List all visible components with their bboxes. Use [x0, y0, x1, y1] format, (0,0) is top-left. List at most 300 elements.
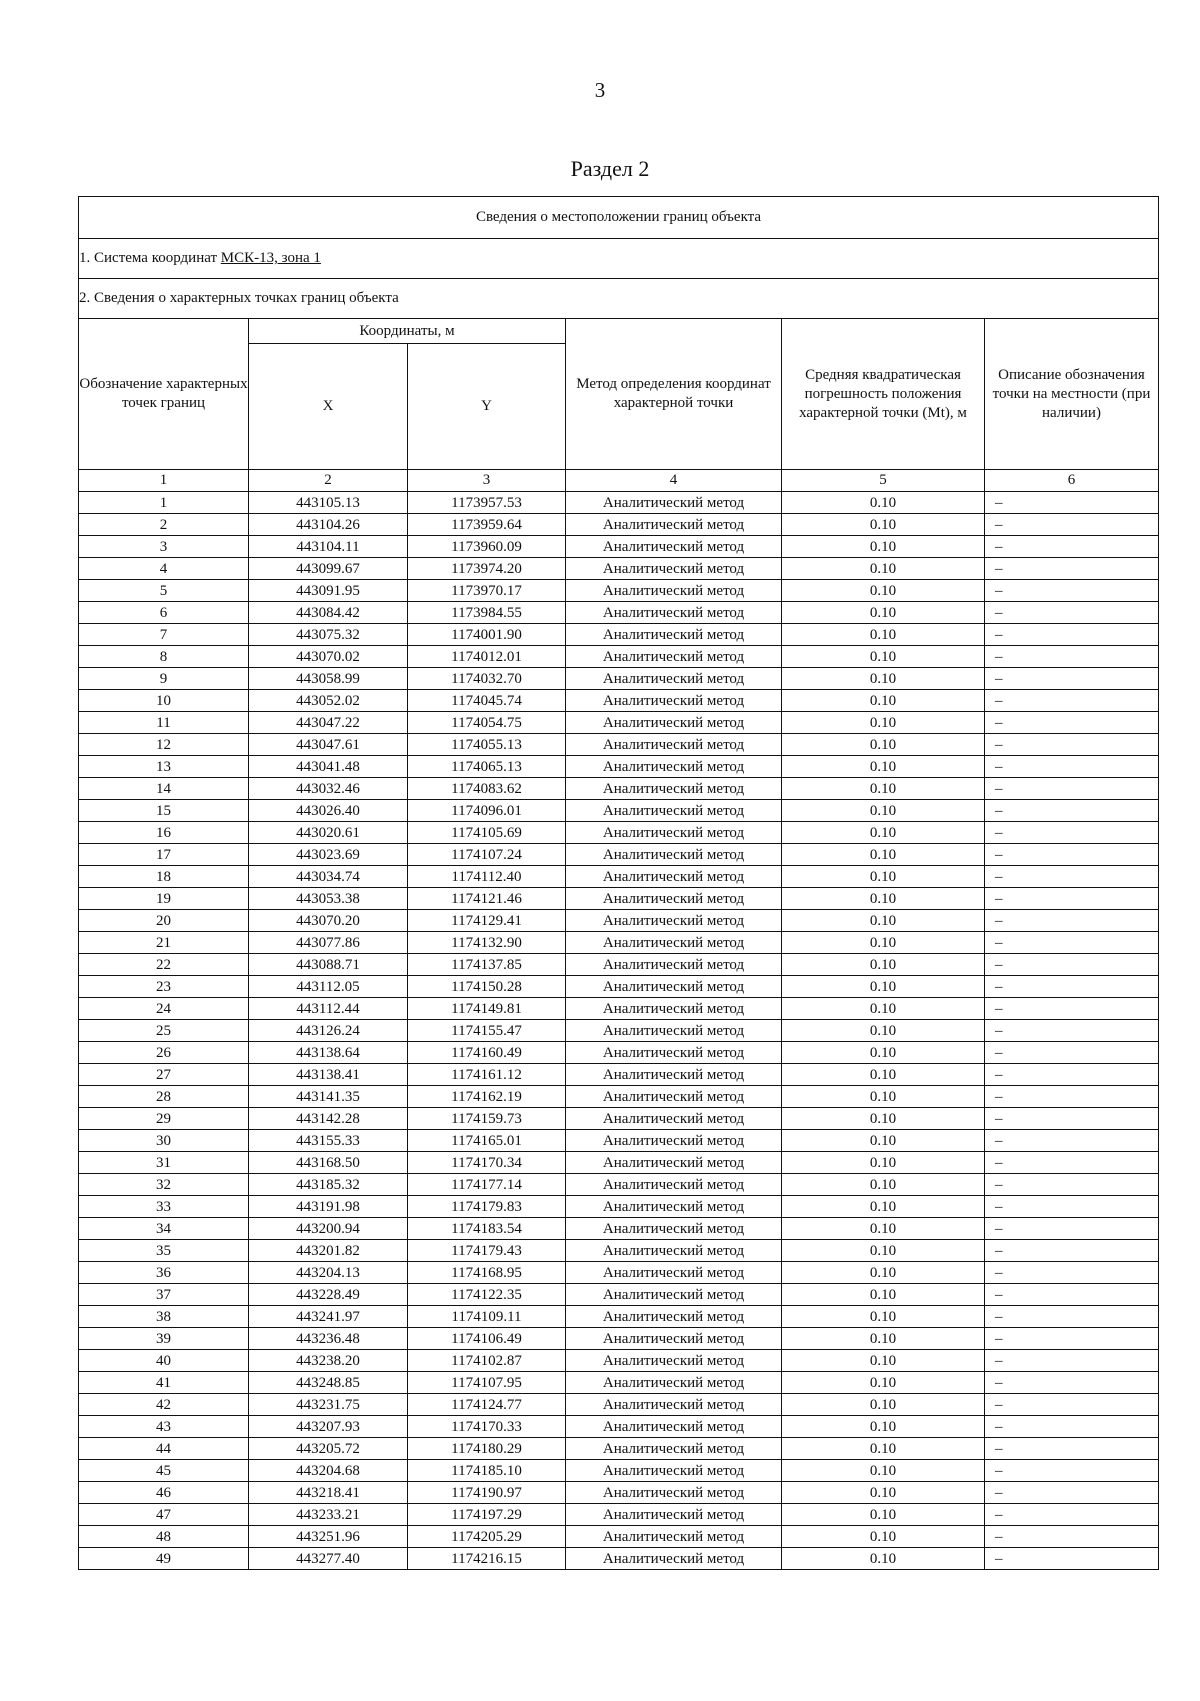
method-cell: Аналитический метод — [566, 998, 782, 1020]
error-cell: 0.10 — [782, 1240, 985, 1262]
table-row — [79, 844, 1159, 866]
method-cell: Аналитический метод — [566, 932, 782, 954]
error-cell: 0.10 — [782, 1548, 985, 1570]
description-cell: – — [985, 1306, 1159, 1328]
table-row — [79, 1548, 1159, 1570]
point-number-cell: 22 — [79, 954, 249, 976]
method-cell: Аналитический метод — [566, 1306, 782, 1328]
x-coordinate-cell: 443023.69 — [249, 844, 408, 866]
point-number-cell: 23 — [79, 976, 249, 998]
error-cell: 0.10 — [782, 580, 985, 602]
table-row — [79, 1526, 1159, 1548]
description-cell: – — [985, 1042, 1159, 1064]
table-row — [79, 778, 1159, 800]
x-coordinate-cell: 443205.72 — [249, 1438, 408, 1460]
y-coordinate-cell: 1174137.85 — [408, 954, 566, 976]
y-coordinate-cell: 1174124.77 — [408, 1394, 566, 1416]
point-number-cell: 10 — [79, 690, 249, 712]
table-row — [79, 1262, 1159, 1284]
y-coordinate-cell: 1174045.74 — [408, 690, 566, 712]
error-cell: 0.10 — [782, 844, 985, 866]
table-row — [79, 602, 1159, 624]
coordinate-system-label: 1. Система координат — [79, 250, 221, 266]
y-coordinate-cell: 1174001.90 — [408, 624, 566, 646]
y-coordinate-cell: 1174160.49 — [408, 1042, 566, 1064]
table-row — [79, 1372, 1159, 1394]
description-cell: – — [985, 1526, 1159, 1548]
method-cell: Аналитический метод — [566, 1064, 782, 1086]
y-coordinate-cell: 1174180.29 — [408, 1438, 566, 1460]
method-cell: Аналитический метод — [566, 1108, 782, 1130]
description-cell: – — [985, 1218, 1159, 1240]
description-cell: – — [985, 1152, 1159, 1174]
description-cell: – — [985, 800, 1159, 822]
point-number-cell: 43 — [79, 1416, 249, 1438]
page-number: 3 — [594, 78, 606, 102]
x-coordinate-cell: 443241.97 — [249, 1306, 408, 1328]
x-coordinate-cell: 443185.32 — [249, 1174, 408, 1196]
error-cell: 0.10 — [782, 1328, 985, 1350]
method-cell: Аналитический метод — [566, 1394, 782, 1416]
x-coordinate-cell: 443191.98 — [249, 1196, 408, 1218]
method-cell: Аналитический метод — [566, 1504, 782, 1526]
description-cell: – — [985, 1460, 1159, 1482]
column-number: 3 — [408, 470, 566, 492]
description-cell: – — [985, 1394, 1159, 1416]
y-coordinate-cell: 1173960.09 — [408, 536, 566, 558]
table-row — [79, 580, 1159, 602]
method-cell: Аналитический метод — [566, 712, 782, 734]
table-row — [79, 1020, 1159, 1042]
error-cell: 0.10 — [782, 1306, 985, 1328]
point-number-cell: 11 — [79, 712, 249, 734]
error-cell: 0.10 — [782, 866, 985, 888]
x-coordinate-cell: 443070.02 — [249, 646, 408, 668]
x-coordinate-cell: 443138.64 — [249, 1042, 408, 1064]
x-coordinate-cell: 443041.48 — [249, 756, 408, 778]
method-cell: Аналитический метод — [566, 624, 782, 646]
error-cell: 0.10 — [782, 1218, 985, 1240]
error-cell: 0.10 — [782, 1086, 985, 1108]
point-number-cell: 2 — [79, 514, 249, 536]
method-cell: Аналитический метод — [566, 646, 782, 668]
table-row — [79, 888, 1159, 910]
table-row — [79, 910, 1159, 932]
y-coordinate-cell: 1174112.40 — [408, 866, 566, 888]
x-coordinate-cell: 443077.86 — [249, 932, 408, 954]
error-cell: 0.10 — [782, 1482, 985, 1504]
method-cell: Аналитический метод — [566, 1086, 782, 1108]
error-cell: 0.10 — [782, 954, 985, 976]
error-cell: 0.10 — [782, 932, 985, 954]
table-body — [79, 492, 1159, 1570]
point-number-cell: 4 — [79, 558, 249, 580]
method-cell: Аналитический метод — [566, 866, 782, 888]
method-cell: Аналитический метод — [566, 954, 782, 976]
point-number-cell: 46 — [79, 1482, 249, 1504]
y-coordinate-cell: 1174177.14 — [408, 1174, 566, 1196]
y-coordinate-cell: 1174168.95 — [408, 1262, 566, 1284]
description-cell: – — [985, 1372, 1159, 1394]
point-number-cell: 29 — [79, 1108, 249, 1130]
error-cell: 0.10 — [782, 1372, 985, 1394]
table-row — [79, 1394, 1159, 1416]
error-cell: 0.10 — [782, 514, 985, 536]
y-coordinate-cell: 1174106.49 — [408, 1328, 566, 1350]
y-coordinate-cell: 1174183.54 — [408, 1218, 566, 1240]
point-number-cell: 26 — [79, 1042, 249, 1064]
x-coordinate-cell: 443047.22 — [249, 712, 408, 734]
x-coordinate-cell: 443231.75 — [249, 1394, 408, 1416]
table-row — [79, 800, 1159, 822]
header-coordinates: Координаты, м — [249, 319, 566, 344]
table-row — [79, 1504, 1159, 1526]
point-number-cell: 32 — [79, 1174, 249, 1196]
column-number: 4 — [566, 470, 782, 492]
table-row — [79, 1460, 1159, 1482]
column-number: 6 — [985, 470, 1159, 492]
table-row — [79, 976, 1159, 998]
description-cell: – — [985, 866, 1159, 888]
x-coordinate-cell: 443052.02 — [249, 690, 408, 712]
table-row — [79, 1086, 1159, 1108]
point-number-cell: 20 — [79, 910, 249, 932]
table-row — [79, 668, 1159, 690]
x-coordinate-cell: 443228.49 — [249, 1284, 408, 1306]
point-number-cell: 5 — [79, 580, 249, 602]
table-row — [79, 624, 1159, 646]
boundary-points-table — [78, 196, 1159, 1570]
y-coordinate-cell: 1174149.81 — [408, 998, 566, 1020]
error-cell: 0.10 — [782, 1108, 985, 1130]
point-number-cell: 6 — [79, 602, 249, 624]
description-cell: – — [985, 712, 1159, 734]
point-number-cell: 19 — [79, 888, 249, 910]
method-cell: Аналитический метод — [566, 580, 782, 602]
method-cell: Аналитический метод — [566, 1020, 782, 1042]
y-coordinate-cell: 1174216.15 — [408, 1548, 566, 1570]
description-cell: – — [985, 910, 1159, 932]
method-cell: Аналитический метод — [566, 1262, 782, 1284]
point-number-cell: 1 — [79, 492, 249, 514]
method-cell: Аналитический метод — [566, 1240, 782, 1262]
x-coordinate-cell: 443155.33 — [249, 1130, 408, 1152]
x-coordinate-cell: 443084.42 — [249, 602, 408, 624]
method-cell: Аналитический метод — [566, 1460, 782, 1482]
error-cell: 0.10 — [782, 1504, 985, 1526]
error-cell: 0.10 — [782, 1042, 985, 1064]
table-title: Сведения о местоположении границ объекта — [79, 197, 1159, 239]
method-cell: Аналитический метод — [566, 1526, 782, 1548]
description-cell: – — [985, 1130, 1159, 1152]
description-cell: – — [985, 492, 1159, 514]
x-coordinate-cell: 443104.26 — [249, 514, 408, 536]
description-cell: – — [985, 580, 1159, 602]
point-number-cell: 9 — [79, 668, 249, 690]
description-cell: – — [985, 998, 1159, 1020]
error-cell: 0.10 — [782, 1020, 985, 1042]
description-cell: – — [985, 668, 1159, 690]
table-row — [79, 1240, 1159, 1262]
table-row — [79, 1064, 1159, 1086]
method-cell: Аналитический метод — [566, 1218, 782, 1240]
column-number-row — [79, 470, 1159, 492]
error-cell: 0.10 — [782, 1196, 985, 1218]
point-number-cell: 34 — [79, 1218, 249, 1240]
error-cell: 0.10 — [782, 602, 985, 624]
error-cell: 0.10 — [782, 888, 985, 910]
x-coordinate-cell: 443104.11 — [249, 536, 408, 558]
error-cell: 0.10 — [782, 1526, 985, 1548]
method-cell: Аналитический метод — [566, 734, 782, 756]
column-number: 5 — [782, 470, 985, 492]
points-section-heading: 2. Сведения о характерных точках границ объекта — [79, 279, 1159, 319]
description-cell: – — [985, 1108, 1159, 1130]
description-cell: – — [985, 1438, 1159, 1460]
table-row — [79, 712, 1159, 734]
method-cell: Аналитический метод — [566, 1196, 782, 1218]
table-row — [79, 1284, 1159, 1306]
coordinate-system-value: МСК-13, зона 1 — [220, 250, 321, 266]
method-cell: Аналитический метод — [566, 1328, 782, 1350]
error-cell: 0.10 — [782, 778, 985, 800]
method-cell: Аналитический метод — [566, 1438, 782, 1460]
table-row — [79, 536, 1159, 558]
error-cell: 0.10 — [782, 668, 985, 690]
method-cell: Аналитический метод — [566, 1350, 782, 1372]
x-coordinate-cell: 443204.13 — [249, 1262, 408, 1284]
y-coordinate-cell: 1174121.46 — [408, 888, 566, 910]
header-x: X — [249, 344, 408, 470]
x-coordinate-cell: 443105.13 — [249, 492, 408, 514]
y-coordinate-cell: 1174107.95 — [408, 1372, 566, 1394]
point-number-cell: 40 — [79, 1350, 249, 1372]
y-coordinate-cell: 1174109.11 — [408, 1306, 566, 1328]
table-row — [79, 998, 1159, 1020]
y-coordinate-cell: 1173959.64 — [408, 514, 566, 536]
y-coordinate-cell: 1174197.29 — [408, 1504, 566, 1526]
description-cell: – — [985, 954, 1159, 976]
table-row — [79, 1350, 1159, 1372]
x-coordinate-cell: 443112.05 — [249, 976, 408, 998]
description-cell: – — [985, 734, 1159, 756]
y-coordinate-cell: 1174065.13 — [408, 756, 566, 778]
y-coordinate-cell: 1174179.83 — [408, 1196, 566, 1218]
table-row — [79, 492, 1159, 514]
x-coordinate-cell: 443138.41 — [249, 1064, 408, 1086]
x-coordinate-cell: 443058.99 — [249, 668, 408, 690]
table-row — [79, 932, 1159, 954]
x-coordinate-cell: 443141.35 — [249, 1086, 408, 1108]
description-cell: – — [985, 1482, 1159, 1504]
description-cell: – — [985, 1064, 1159, 1086]
y-coordinate-cell: 1174107.24 — [408, 844, 566, 866]
table-row — [79, 1108, 1159, 1130]
point-number-cell: 35 — [79, 1240, 249, 1262]
error-cell: 0.10 — [782, 976, 985, 998]
x-coordinate-cell: 443032.46 — [249, 778, 408, 800]
error-cell: 0.10 — [782, 822, 985, 844]
x-coordinate-cell: 443218.41 — [249, 1482, 408, 1504]
error-cell: 0.10 — [782, 756, 985, 778]
y-coordinate-cell: 1174159.73 — [408, 1108, 566, 1130]
x-coordinate-cell: 443088.71 — [249, 954, 408, 976]
method-cell: Аналитический метод — [566, 822, 782, 844]
error-cell: 0.10 — [782, 558, 985, 580]
error-cell: 0.10 — [782, 910, 985, 932]
error-cell: 0.10 — [782, 712, 985, 734]
method-cell: Аналитический метод — [566, 668, 782, 690]
description-cell: – — [985, 888, 1159, 910]
method-cell: Аналитический метод — [566, 976, 782, 998]
table-row — [79, 514, 1159, 536]
y-coordinate-cell: 1174150.28 — [408, 976, 566, 998]
y-coordinate-cell: 1173974.20 — [408, 558, 566, 580]
description-cell: – — [985, 1174, 1159, 1196]
method-cell: Аналитический метод — [566, 1372, 782, 1394]
error-cell: 0.10 — [782, 734, 985, 756]
table-row — [79, 1152, 1159, 1174]
y-coordinate-cell: 1174185.10 — [408, 1460, 566, 1482]
point-number-cell: 14 — [79, 778, 249, 800]
y-coordinate-cell: 1174165.01 — [408, 1130, 566, 1152]
x-coordinate-cell: 443200.94 — [249, 1218, 408, 1240]
x-coordinate-cell: 443053.38 — [249, 888, 408, 910]
description-cell: – — [985, 602, 1159, 624]
x-coordinate-cell: 443204.68 — [249, 1460, 408, 1482]
point-number-cell: 25 — [79, 1020, 249, 1042]
error-cell: 0.10 — [782, 1130, 985, 1152]
error-cell: 0.10 — [782, 1284, 985, 1306]
description-cell: – — [985, 844, 1159, 866]
header-error: Средняя квадратическая погрешность положения характерной точки (Mt), м — [782, 319, 985, 470]
method-cell: Аналитический метод — [566, 492, 782, 514]
column-number: 1 — [79, 470, 249, 492]
description-cell: – — [985, 558, 1159, 580]
error-cell: 0.10 — [782, 1262, 985, 1284]
method-cell: Аналитический метод — [566, 800, 782, 822]
description-cell: – — [985, 624, 1159, 646]
error-cell: 0.10 — [782, 1350, 985, 1372]
description-cell: – — [985, 778, 1159, 800]
y-coordinate-cell: 1174190.97 — [408, 1482, 566, 1504]
method-cell: Аналитический метод — [566, 778, 782, 800]
x-coordinate-cell: 443112.44 — [249, 998, 408, 1020]
description-cell: – — [985, 1240, 1159, 1262]
table-row — [79, 734, 1159, 756]
y-coordinate-cell: 1174102.87 — [408, 1350, 566, 1372]
description-cell: – — [985, 1020, 1159, 1042]
description-cell: – — [985, 536, 1159, 558]
y-coordinate-cell: 1174012.01 — [408, 646, 566, 668]
method-cell: Аналитический метод — [566, 1548, 782, 1570]
x-coordinate-cell: 443070.20 — [249, 910, 408, 932]
description-cell: – — [985, 1262, 1159, 1284]
x-coordinate-cell: 443026.40 — [249, 800, 408, 822]
table-row — [79, 1174, 1159, 1196]
x-coordinate-cell: 443099.67 — [249, 558, 408, 580]
error-cell: 0.10 — [782, 1064, 985, 1086]
table-row — [79, 866, 1159, 888]
point-number-cell: 16 — [79, 822, 249, 844]
point-number-cell: 33 — [79, 1196, 249, 1218]
description-cell: – — [985, 646, 1159, 668]
point-number-cell: 49 — [79, 1548, 249, 1570]
description-cell: – — [985, 690, 1159, 712]
point-number-cell: 24 — [79, 998, 249, 1020]
y-coordinate-cell: 1174132.90 — [408, 932, 566, 954]
error-cell: 0.10 — [782, 1394, 985, 1416]
description-cell: – — [985, 1086, 1159, 1108]
description-cell: – — [985, 976, 1159, 998]
error-cell: 0.10 — [782, 1174, 985, 1196]
point-number-cell: 36 — [79, 1262, 249, 1284]
point-number-cell: 21 — [79, 932, 249, 954]
point-number-cell: 37 — [79, 1284, 249, 1306]
column-number: 2 — [249, 470, 408, 492]
description-cell: – — [985, 1350, 1159, 1372]
error-cell: 0.10 — [782, 646, 985, 668]
point-number-cell: 8 — [79, 646, 249, 668]
table-row — [79, 1306, 1159, 1328]
point-number-cell: 28 — [79, 1086, 249, 1108]
table-row — [79, 1218, 1159, 1240]
method-cell: Аналитический метод — [566, 1042, 782, 1064]
method-cell: Аналитический метод — [566, 558, 782, 580]
table-row — [79, 558, 1159, 580]
method-cell: Аналитический метод — [566, 1174, 782, 1196]
point-number-cell: 41 — [79, 1372, 249, 1394]
coordinate-system — [79, 239, 1159, 279]
table-row — [79, 954, 1159, 976]
x-coordinate-cell: 443201.82 — [249, 1240, 408, 1262]
x-coordinate-cell: 443091.95 — [249, 580, 408, 602]
method-cell: Аналитический метод — [566, 602, 782, 624]
method-cell: Аналитический метод — [566, 844, 782, 866]
point-number-cell: 17 — [79, 844, 249, 866]
method-cell: Аналитический метод — [566, 536, 782, 558]
x-coordinate-cell: 443168.50 — [249, 1152, 408, 1174]
point-number-cell: 15 — [79, 800, 249, 822]
x-coordinate-cell: 443251.96 — [249, 1526, 408, 1548]
description-cell: – — [985, 514, 1159, 536]
section-title: Раздел 2 — [570, 156, 650, 181]
table-row — [79, 1438, 1159, 1460]
description-cell: – — [985, 1196, 1159, 1218]
x-coordinate-cell: 443248.85 — [249, 1372, 408, 1394]
error-cell: 0.10 — [782, 1152, 985, 1174]
y-coordinate-cell: 1174170.33 — [408, 1416, 566, 1438]
point-number-cell: 42 — [79, 1394, 249, 1416]
error-cell: 0.10 — [782, 1460, 985, 1482]
y-coordinate-cell: 1174129.41 — [408, 910, 566, 932]
table-row — [79, 1130, 1159, 1152]
y-coordinate-cell: 1174105.69 — [408, 822, 566, 844]
x-coordinate-cell: 443207.93 — [249, 1416, 408, 1438]
x-coordinate-cell: 443034.74 — [249, 866, 408, 888]
point-number-cell: 39 — [79, 1328, 249, 1350]
point-number-cell: 31 — [79, 1152, 249, 1174]
description-cell: – — [985, 822, 1159, 844]
description-cell: – — [985, 756, 1159, 778]
description-cell: – — [985, 1548, 1159, 1570]
error-cell: 0.10 — [782, 624, 985, 646]
table-row — [79, 1416, 1159, 1438]
method-cell: Аналитический метод — [566, 888, 782, 910]
point-number-cell: 13 — [79, 756, 249, 778]
method-cell: Аналитический метод — [566, 910, 782, 932]
method-cell: Аналитический метод — [566, 514, 782, 536]
